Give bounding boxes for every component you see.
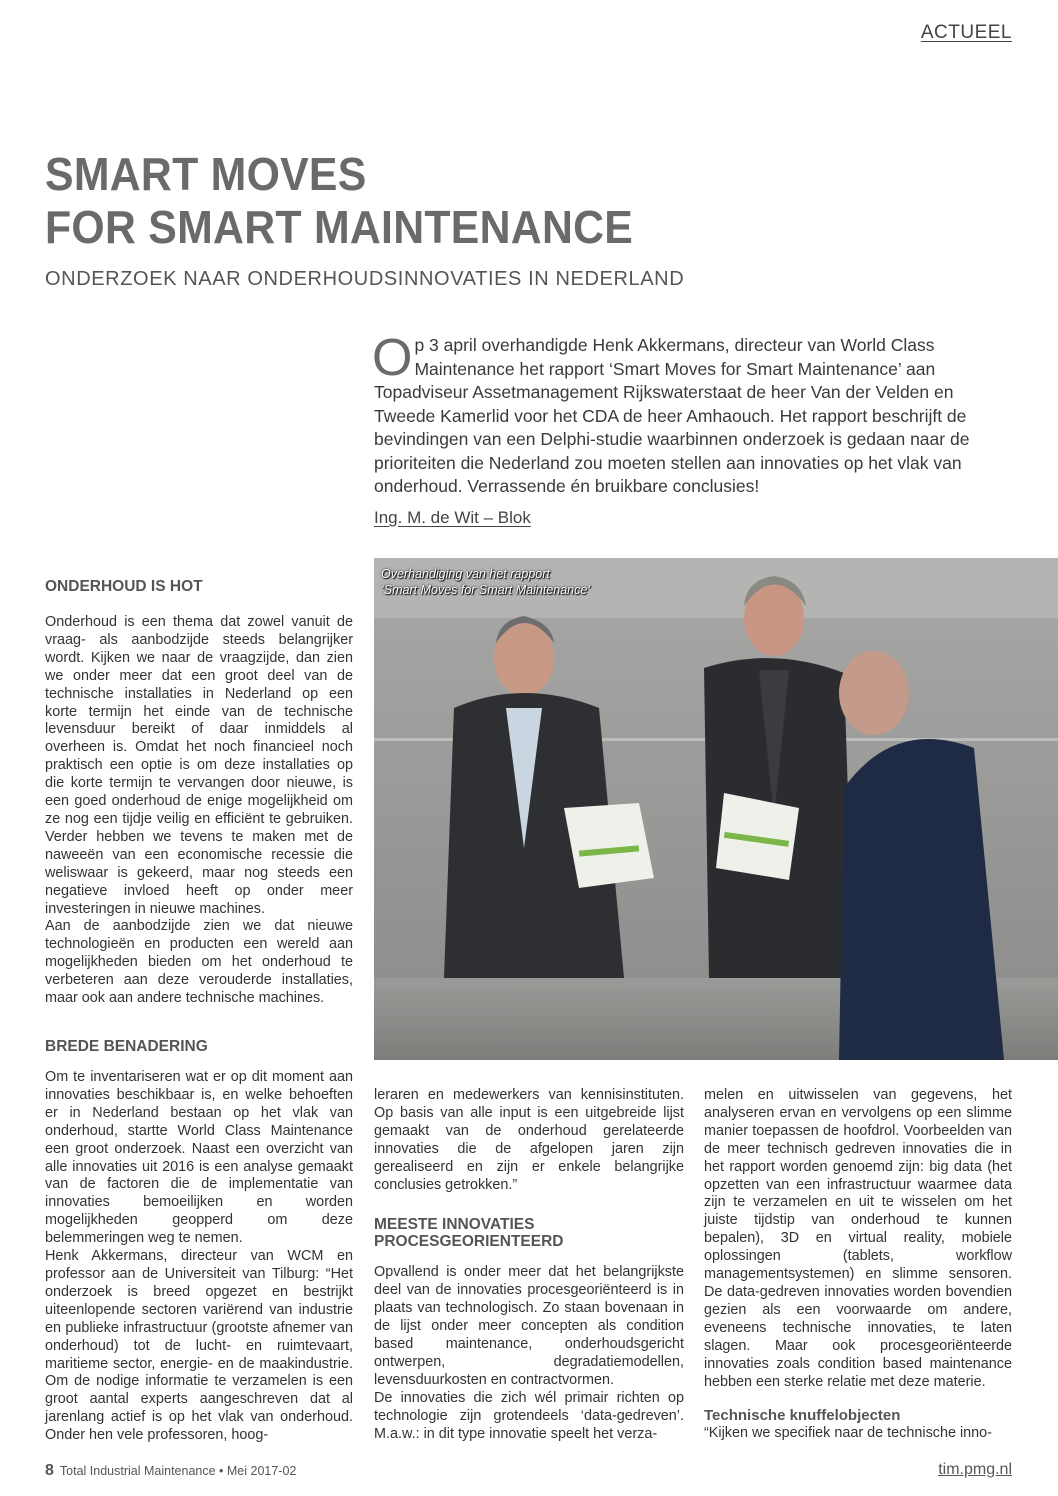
paragraph: Aan de aanbodzijde zien we dat nieuwe technologieën en producten een wereld aan mogelijkheden bieden om het onderhoud te verbeteren aan deze verouderde installaties, maar ook aan andere technische machines.	[45, 918, 353, 1007]
page-number: 8	[45, 1462, 54, 1479]
article-title	[45, 148, 882, 254]
column-3	[704, 1087, 1012, 1443]
paragraph: Onderhoud is een thema dat zowel vanuit de vraag- als aanbodzijde steeds belangrijker wordt. Kijken we naar de vraagzijde, dan zien we onder meer dat een groot deel van de technische installaties in Nederland op een korte termijn het einde van de technische levensduur bereikt of daar inmiddels al overheen is. Omdat het noch financieel noch praktisch een optie is om deze installaties op die korte termijn te vervangen door nieuwe, is een goed onderhoud de enige mogelijkheid om ze nog een tijdje veilig en efficiënt te gebruiken. Verder hebben we tevens te maken met de naweeën van een economische recessie die weliswaar is gekeerd, maar nog steeds een negatieve invloed heeft op onder meer investeringen in nieuwe machines.	[45, 614, 353, 917]
photo-caption	[381, 566, 590, 598]
paragraph: Henk Akkermans, directeur van WCM en professor aan de Universiteit van Tilburg: “Het onderzoek is breed opgezet en bestrijkt uiteenlopende sectoren variërend van industrie en publieke infrastructuur (grootste afnemer van onderhoud) tot de lucht- en ruimtevaart, maritieme sector, energie- en de maakindustrie. Om de nodige informatie te verzamelen is een groot aantal experts aangeschreven dat al jarenlang actief is op het vlak van onderhoud. Onder hen vele professoren, hoog-	[45, 1248, 353, 1444]
caption-line-2: ‘Smart Moves for Smart Maintenance’	[381, 583, 591, 597]
article-photo	[374, 558, 1058, 1060]
paragraph: Opvallend is onder meer dat het belangrijkste deel van de innovaties procesgeoriënteerd is in plaats van technologisch. Zo staan bovenaan in de lijst onder meer concepten als condition based maintenance, onderhoudsgericht ontwerpen, degradatiemodellen, levensduurkosten en contractvormen.	[374, 1264, 684, 1388]
heading-technische-knuffelobjecten: Technische knuffelobjecten	[704, 1407, 901, 1425]
caption-line-1: Overhandiging van het rapport	[381, 567, 550, 581]
column-1-top	[45, 578, 353, 1008]
intro-text: p 3 april overhandigde Henk Akkermans, directeur van World Class Maintenance het rapport ‘Smart Moves for Smart Maintenance’ aan Topadviseur Assetmanagement Rijkswaterstaat de heer Van der Velden en Tweede Kamerlid voor het CDA de heer Amhaouch. Het rapport beschrijft de bevindingen van een Delphi-studie waarbinnen onderzoek is gedaan naar de prioriteiten die Nederland zou moeten stellen aan innovaties op het vlak van onderhoud. Verrassende én bruikbare conclusies!	[374, 335, 970, 496]
heading-line-1: MEESTE INNOVATIES	[374, 1216, 535, 1234]
title-line-2: FOR SMART MAINTENANCE	[45, 201, 634, 253]
heading-line-2: PROCESGEORIENTEERD	[374, 1233, 564, 1251]
paragraph: Om te inventariseren wat er op dit moment aan innovaties beschikbaar is, en welke behoeften er in Nederland bestaan op het vlak van onderhoud, startte World Class Maintenance een groot onderzoek. Naast een overzicht van alle innovaties uit 2016 is een analyse gemaakt van de factoren die de implementatie van innovaties bemoeilijken en worden mogelijkheden geopperd om deze belemmeringen weg te nemen.	[45, 1069, 353, 1247]
photo-illustration	[374, 558, 1058, 1060]
paragraph: De innovaties die zich wél primair richten op technologie zijn grotendeels ‘data-gedreven’. M.a.w.: in dit type innovatie speelt het verza-	[374, 1389, 684, 1442]
title-line-1: SMART MOVES	[45, 148, 367, 200]
publication-name: Total Industrial Maintenance • Mei 2017-02	[59, 1464, 297, 1478]
drop-cap: O	[372, 329, 413, 387]
author-byline: Ing. M. de Wit – Blok	[374, 508, 531, 527]
intro-paragraph	[372, 329, 1004, 499]
paragraph: “Kijken we specifiek naar de technische inno-	[704, 1425, 992, 1442]
paragraph: melen en uitwisselen van gegevens, het analyseren ervan en vervolgens op een slimme manier toepassen de hoofdrol. Voorbeelden van de meer technisch gedreven innovaties die in het rapport worden genoemd zijn: big data (het opzetten van een infrastructuur waarmee data zijn te verzamelen en uit te wisselen om het juiste tijdstip van onderhoud te kunnen bepalen), 3D en virtual reality, mobiele oplossingen (tablets, workflow managementsystemen) en slimme sensoren. De data-gedreven innovaties worden bovendien gezien als een voorwaarde om andere, eveneens technische innovaties, te laten slagen. Maar ook procesgeoriënteerde innovaties zoals condition based maintenance hebben een sterke relatie met deze materie.	[704, 1087, 1012, 1390]
footer-publication	[45, 1462, 296, 1480]
heading-onderhoud-is-hot: ONDERHOUD IS HOT	[45, 578, 203, 595]
heading-meeste-innovaties	[374, 1216, 684, 1250]
section-tag: ACTUEEL	[920, 22, 1012, 43]
column-1-bottom	[45, 1038, 353, 1445]
column-2	[374, 1087, 684, 1444]
heading-brede-benadering: BREDE BENADERING	[45, 1038, 208, 1055]
paragraph: leraren en medewerkers van kennisinstituten. Op basis van alle input is een uitgebreide lijst gemaakt van de onderhoud gerelateerde innovaties die de afgelopen jaren zijn gerealiseerd en zijn er enkele belangrijke conclusies getrokken.”	[374, 1087, 684, 1193]
article-subtitle: ONDERZOEK NAAR ONDERHOUDSINNOVATIES IN NEDERLAND	[45, 268, 685, 290]
website-link[interactable]: tim.pmg.nl	[938, 1461, 1012, 1478]
